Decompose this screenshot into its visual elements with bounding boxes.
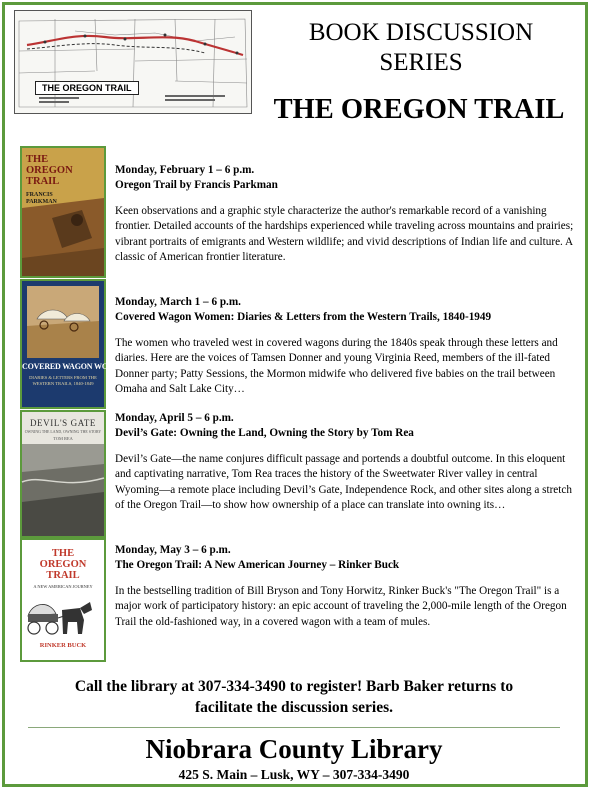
cover-author-line: PARKMAN xyxy=(26,199,57,205)
book-date: Monday, April 5 – 6 p.m. xyxy=(115,412,234,424)
cover-subtitle: A NEW AMERICAN JOURNEY xyxy=(33,584,93,589)
cta-line1: Call the library at 307-334-3490 to register! Barb Baker returns to xyxy=(74,678,514,695)
cover-author-line: FRANCIS xyxy=(26,192,53,198)
library-address: 425 S. Main – Lusk, WY – 307-334-3490 xyxy=(178,767,410,782)
book-description: In the bestselling tradition of Bill Bryson and Tony Horwitz, Rinker Buck's "The Oregon Trail" is a major work of participatory history: an epic account of traveling the 2,000-mile length of the Oregon Trail the old-fashioned way, in a covered wagon with a team of mules. xyxy=(115,585,567,628)
cover-author: TOM REA xyxy=(53,436,73,441)
book-cover-rinker-buck xyxy=(20,538,106,662)
main-title: THE OREGON TRAIL xyxy=(273,94,565,125)
book-date: Monday, March 1 – 6 p.m. xyxy=(115,296,241,308)
oregon-trail-map xyxy=(14,10,252,114)
registration-call-to-action xyxy=(20,676,568,718)
book-date: Monday, February 1 – 6 p.m. xyxy=(115,164,255,176)
book-description: Devil’s Gate—the name conjures difficult passage and portends a doubtful outcome. In this eloquent and captivating narrative, Tom Rea traces the history of the Sweetwater River valley in central Wyoming—a remote place including Devil’s Gate, Independence Rock, and other sites along a stretch of the Oregon Trail—to show how ownership of a place can translate into owning its… xyxy=(115,453,572,511)
library-name: Niobrara County Library xyxy=(145,734,443,764)
cover-subtitle-line: DIARIES & LETTERS FROM THE xyxy=(29,375,97,380)
book-title: Oregon Trail by Francis Parkman xyxy=(115,179,278,191)
map-label: THE OREGON TRAIL xyxy=(35,81,139,95)
cover-title-line: THE xyxy=(26,154,49,165)
cover-author: RINKER BUCK xyxy=(39,642,87,649)
cover-title-line: OREGON xyxy=(39,559,87,570)
cover-title-line: THE xyxy=(51,548,75,559)
book-entry-1 xyxy=(115,163,577,265)
cover-title-line: TRAIL xyxy=(46,570,80,581)
cover-title-line: OREGON xyxy=(26,165,73,176)
cta-line2: facilitate the discussion series. xyxy=(194,699,394,716)
series-title-line1: BOOK DISCUSSION xyxy=(308,19,534,46)
book-entry-4 xyxy=(115,543,577,630)
series-title xyxy=(262,18,580,78)
book-date: Monday, May 3 – 6 p.m. xyxy=(115,544,231,556)
book-cover-covered-wagon-women xyxy=(20,279,126,409)
book-title: Covered Wagon Women: Diaries & Letters from the Western Trails, 1840-1949 xyxy=(115,311,492,323)
book-title: Devil’s Gate: Owning the Land, Owning the Story by Tom Rea xyxy=(115,427,414,439)
footer-divider xyxy=(28,727,560,728)
book-cover-devils-gate xyxy=(20,410,106,538)
book-entry-2 xyxy=(115,295,577,397)
cover-title-line: TRAIL xyxy=(26,176,60,187)
cover-title: DEVIL'S GATE xyxy=(29,418,97,428)
book-cover-parkman xyxy=(20,146,106,278)
cover-title: COVERED WAGON WOMEN xyxy=(22,362,126,371)
cover-subtitle-line: WESTERN TRAILS, 1840-1849 xyxy=(32,381,94,386)
book-description: Keen observations and a graphic style characterize the author's remarkable record of a vanishing frontier. Detailed accounts of the hardships experienced while traveling across mountains and prairies; vibrant portraits of emigrants and Western wildlife; and vivid descriptions of Indian life and culture. A classic of American frontier literature. xyxy=(115,205,574,263)
cover-subtitle: OWNING THE LAND, OWNING THE STORY xyxy=(24,430,102,434)
book-title: The Oregon Trail: A New American Journey – Rinker Buck xyxy=(115,559,400,571)
series-title-line2: SERIES xyxy=(379,49,463,76)
book-description: The women who traveled west in covered wagons during the 1840s speak through these letters and diaries. Here are the voices of Tamsen Donner and young Virginia Reed, members of the ill-fated Donner party; Patty Sessions, the Mormon midwife who delivered five babies on the trail between Omaha and Salt Lake City… xyxy=(115,337,558,395)
book-entry-3 xyxy=(115,411,577,513)
